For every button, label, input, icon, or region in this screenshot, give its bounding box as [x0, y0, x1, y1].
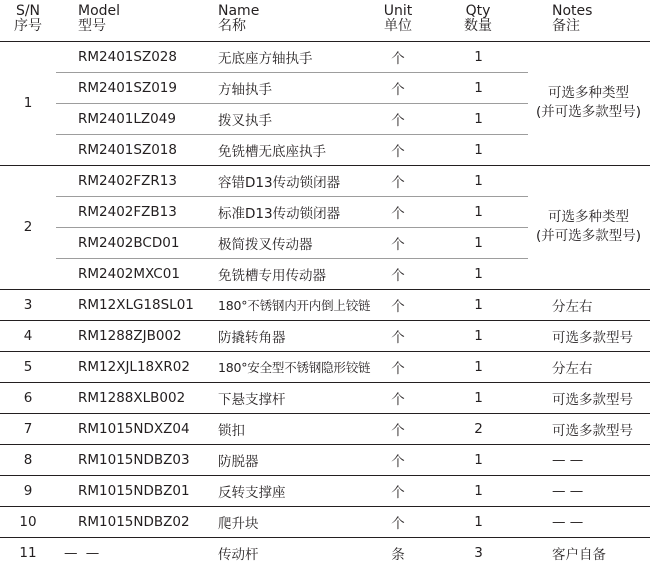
row-name: 防撬转角器	[198, 320, 368, 351]
table-row	[0, 165, 650, 196]
row-model: RM12XJL18XR02	[56, 351, 198, 382]
row-sn: 5	[0, 351, 56, 382]
header-sn-en: S/N	[15, 3, 41, 19]
row-unit: 个	[368, 475, 428, 506]
table-row	[0, 289, 650, 320]
notes-line-1: 可选多种类型	[548, 209, 629, 225]
row-qty: 1	[428, 103, 528, 134]
table-row	[0, 475, 650, 506]
notes-line-1: 可选多种类型	[548, 85, 629, 101]
row-name: 反转支撑座	[198, 475, 368, 506]
row-name: 无底座方轴执手	[198, 41, 368, 72]
header-unit-cn: 单位	[384, 18, 412, 34]
header-model-en: Model	[78, 3, 121, 19]
row-sn: 1	[0, 41, 56, 165]
header-notes	[528, 0, 650, 41]
row-model: RM2402FZB13	[56, 196, 198, 227]
row-model: RM1015NDBZ02	[56, 506, 198, 537]
row-name: 下悬支撑杆	[198, 382, 368, 413]
row-name: 标准D13传动锁闭器	[198, 196, 368, 227]
row-qty: 1	[428, 351, 528, 382]
row-qty: 1	[428, 72, 528, 103]
row-qty: 1	[428, 258, 528, 289]
row-unit: 个	[368, 506, 428, 537]
row-unit: 个	[368, 196, 428, 227]
row-name: 180°不锈钢内开内倒上铰链	[198, 289, 368, 320]
row-name: 免铣槽无底座执手	[198, 134, 368, 165]
header-notes-cn: 备注	[552, 18, 580, 34]
row-unit: 条	[391, 546, 405, 563]
row-notes	[528, 41, 650, 165]
row-name: 锁扣	[198, 413, 368, 444]
header-model-cn: 型号	[78, 18, 106, 34]
row-name: 传动杆	[218, 546, 259, 563]
row-unit: 个	[368, 444, 428, 475]
header-qty-cn: 数量	[464, 18, 492, 34]
row-sn: 7	[0, 413, 56, 444]
row-model: RM2401SZ028	[56, 41, 198, 72]
row-notes: 可选多款型号	[528, 413, 650, 444]
header-qty-en: Qty	[465, 3, 491, 19]
row-sn: 10	[0, 506, 56, 537]
row-sn: 3	[0, 289, 56, 320]
row-name: 拨叉执手	[198, 103, 368, 134]
row-model: RM2401SZ019	[56, 72, 198, 103]
row-unit: 个	[368, 320, 428, 351]
row-qty: 1	[428, 196, 528, 227]
row-unit: 个	[368, 289, 428, 320]
row-notes	[528, 165, 650, 289]
header-qty	[428, 0, 528, 41]
row-sn: 4	[0, 320, 56, 351]
row-qty: 2	[428, 413, 528, 444]
row-qty: 1	[428, 134, 528, 165]
row-name: 180°安全型不锈钢隐形铰链	[198, 351, 368, 382]
row-model: RM12XLG18SL01	[56, 289, 198, 320]
row-unit: 个	[368, 351, 428, 382]
header-unit-en: Unit	[383, 3, 413, 19]
row-unit: 个	[368, 41, 428, 72]
row-qty: 1	[428, 475, 528, 506]
row-model: RM1288ZJB002	[56, 320, 198, 351]
row-name: 容错D13传动锁闭器	[198, 165, 368, 196]
header-unit	[368, 0, 428, 41]
row-qty: 1	[428, 41, 528, 72]
table-row	[0, 41, 650, 72]
row-name: 极简拨叉传动器	[198, 227, 368, 258]
row-unit: 个	[368, 227, 428, 258]
row-qty: 1	[428, 165, 528, 196]
row-qty: 1	[428, 382, 528, 413]
row-qty: 1	[428, 320, 528, 351]
row-unit: 个	[368, 413, 428, 444]
row-model: RM2401LZ049	[56, 103, 198, 134]
row-model: RM1015NDBZ03	[56, 444, 198, 475]
row-qty: 1	[428, 227, 528, 258]
row-model: RM2402FZR13	[56, 165, 198, 196]
row-name: 方轴执手	[198, 72, 368, 103]
row-model: RM2401SZ018	[56, 134, 198, 165]
table-row	[0, 351, 650, 382]
row-qty: 1	[428, 444, 528, 475]
row-model: RM1288XLB002	[56, 382, 198, 413]
header-name-en: Name	[218, 3, 260, 19]
row-unit: 个	[368, 134, 428, 165]
row-name: 免铣槽专用传动器	[198, 258, 368, 289]
table-row	[0, 320, 650, 351]
row-notes: 可选多款型号	[528, 382, 650, 413]
row-sn: 6	[0, 382, 56, 413]
row-model: RM2402BCD01	[56, 227, 198, 258]
row-notes: 分左右	[528, 351, 650, 382]
table-row	[0, 444, 650, 475]
row-notes: 客户自备	[552, 546, 606, 563]
header-sn-cn: 序号	[14, 18, 42, 34]
table-header-row	[0, 0, 650, 41]
row-notes: — —	[528, 506, 650, 537]
row-model: RM1015NDXZ04	[56, 413, 198, 444]
table-row	[0, 537, 650, 568]
row-sn: 9	[0, 475, 56, 506]
row-notes: — —	[528, 475, 650, 506]
header-name-cn: 名称	[218, 18, 246, 34]
row-unit: 个	[368, 165, 428, 196]
row-unit: 个	[368, 382, 428, 413]
row-notes: 可选多款型号	[528, 320, 650, 351]
row-sn: 11	[19, 544, 37, 561]
row-model: RM2402MXC01	[56, 258, 198, 289]
row-unit: 个	[368, 103, 428, 134]
table-row	[0, 506, 650, 537]
row-model: — —	[64, 544, 102, 561]
row-model: RM1015NDBZ01	[56, 475, 198, 506]
row-sn: 2	[0, 165, 56, 289]
header-name	[198, 0, 368, 41]
row-notes: 分左右	[528, 289, 650, 320]
row-notes: — —	[528, 444, 650, 475]
header-sn	[0, 0, 56, 41]
header-notes-en: Notes	[552, 3, 593, 19]
row-unit: 个	[368, 72, 428, 103]
row-name: 防脱器	[198, 444, 368, 475]
row-name: 爬升块	[198, 506, 368, 537]
row-unit: 个	[368, 258, 428, 289]
row-qty: 1	[428, 506, 528, 537]
header-model	[56, 0, 198, 41]
row-qty: 3	[474, 544, 483, 561]
notes-line-2: (并可选多款型号)	[535, 104, 642, 120]
notes-line-2: (并可选多款型号)	[535, 228, 642, 244]
table-row	[0, 382, 650, 413]
row-qty: 1	[428, 289, 528, 320]
row-sn: 8	[0, 444, 56, 475]
table-row	[0, 413, 650, 444]
